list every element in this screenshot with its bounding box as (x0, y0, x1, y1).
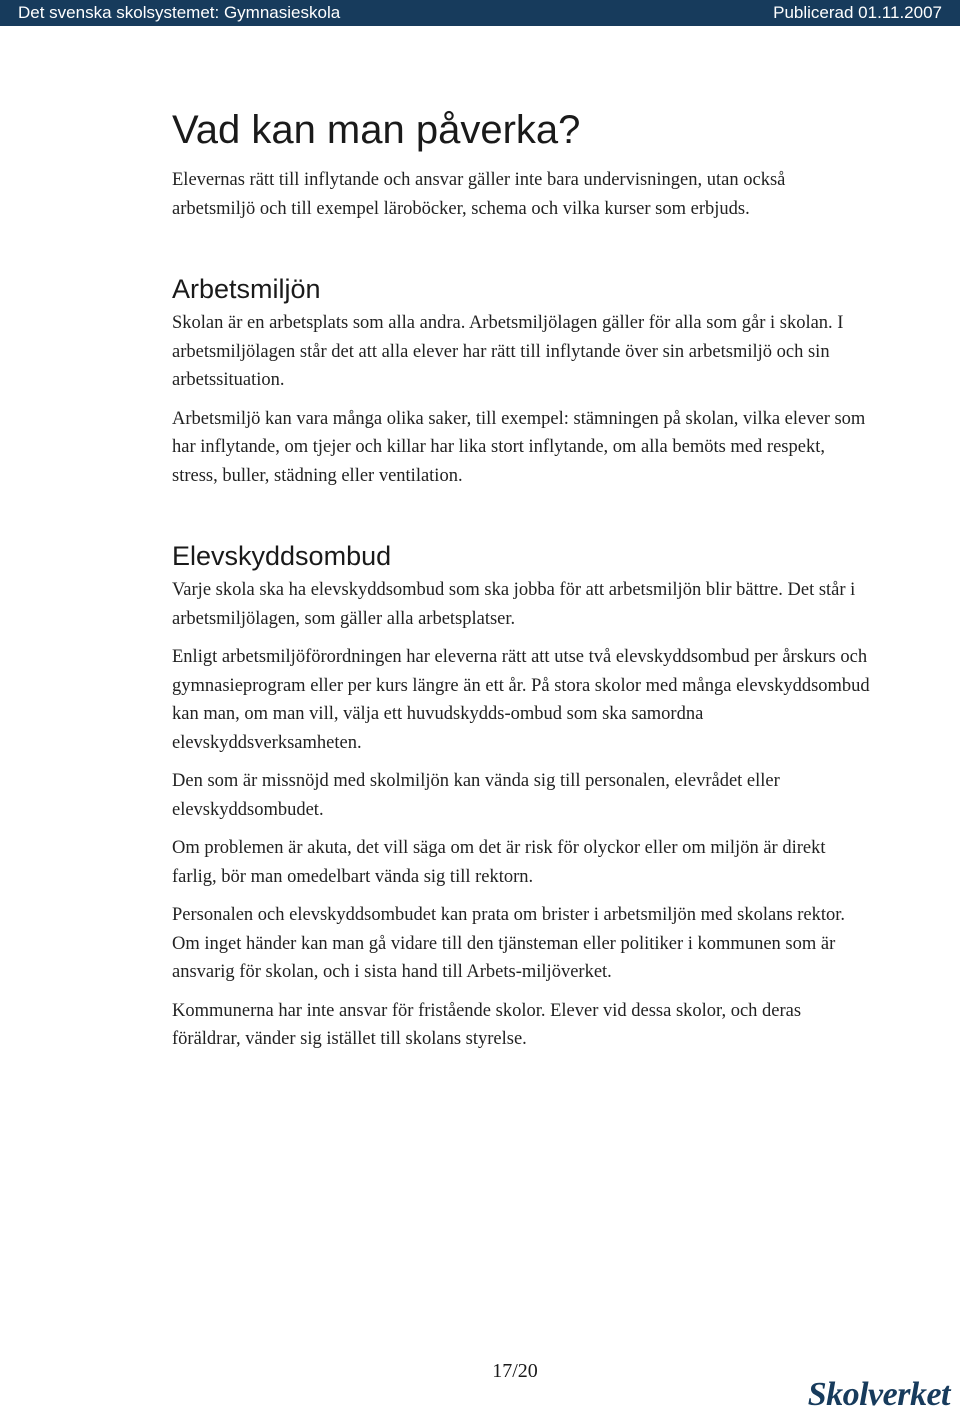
paragraph: Enligt arbetsmiljöförordningen har eleverna rätt att utse två elevskyddsombud per årskurs och gymnasieprogram eller per kurs längre än ett år. På stora skolor med många elevskyddsombud kan man, om man vill, välja ett huvudskydds-ombud som ska samordna elevskyddsverksamheten. (172, 647, 870, 753)
header-document-title: Det svenska skolsystemet: Gymnasieskola (18, 3, 341, 22)
paragraph: Skolan är en arbetsplats som alla andra. Arbetsmiljölagen gäller för alla som går i skolan. I arbetsmiljölagen står det att alla elever har rätt till inflytande över sin arbetsmiljö och sin arbetssituation. (172, 313, 844, 390)
page-header (0, 0, 960, 26)
section-heading: Elevskyddsombud (172, 541, 392, 571)
intro-paragraph: Elevernas rätt till inflytande och ansvar gäller inte bara undervisningen, utan också arbetsmiljö och till exempel läroböcker, schema och vilka kurser som erbjuds. (172, 170, 786, 219)
spacer (172, 500, 872, 538)
section-heading: Arbetsmiljön (172, 274, 321, 304)
page-title: Vad kan man påverka? (172, 108, 581, 152)
paragraph: Personalen och elevskyddsombudet kan prata om brister i arbetsmiljön med skolans rektor. Om inget händer kan man gå vidare till den tjänsteman eller politiker i kommunen som är ansvarig för skolan, och i sista hand till Arbets-miljöverket. (172, 905, 846, 982)
section-elevskyddsombud (172, 538, 872, 1054)
paragraph: Varje skola ska ha elevskyddsombud som ska jobba för att arbetsmiljön blir bättre. Det står i arbetsmiljölagen, som gäller alla arbetsplatser. (172, 580, 856, 629)
paragraph: Den som är missnöjd med skolmiljön kan vända sig till personalen, elevrådet eller elevskyddsombudet. (172, 771, 780, 820)
paragraph: Kommunerna har inte ansvar för fristående skolor. Elever vid dessa skolor, och deras föräldrar, vänder sig istället till skolans styrelse. (172, 1000, 802, 1049)
header-publish-date: Publicerad 01.11.2007 (773, 3, 942, 22)
paragraph: Arbetsmiljö kan vara många olika saker, till exempel: stämningen på skolan, vilka elever som har inflytande, om tjejer och killar har lika stort inflytande, om alla bemöts med respekt, stress, buller, städning eller ventilation. (172, 408, 866, 486)
document-body (172, 100, 872, 1064)
paragraph: Om problemen är akuta, det vill säga om det är risk för olyckor eller om miljön är direkt farlig, bör man omedelbart vända sig till rektorn. (172, 838, 826, 887)
skolverket-logo: Skolverket (807, 1376, 950, 1413)
page-number: 17/20 (492, 1360, 538, 1382)
spacer (172, 233, 872, 271)
section-arbetsmiljon (172, 271, 872, 490)
